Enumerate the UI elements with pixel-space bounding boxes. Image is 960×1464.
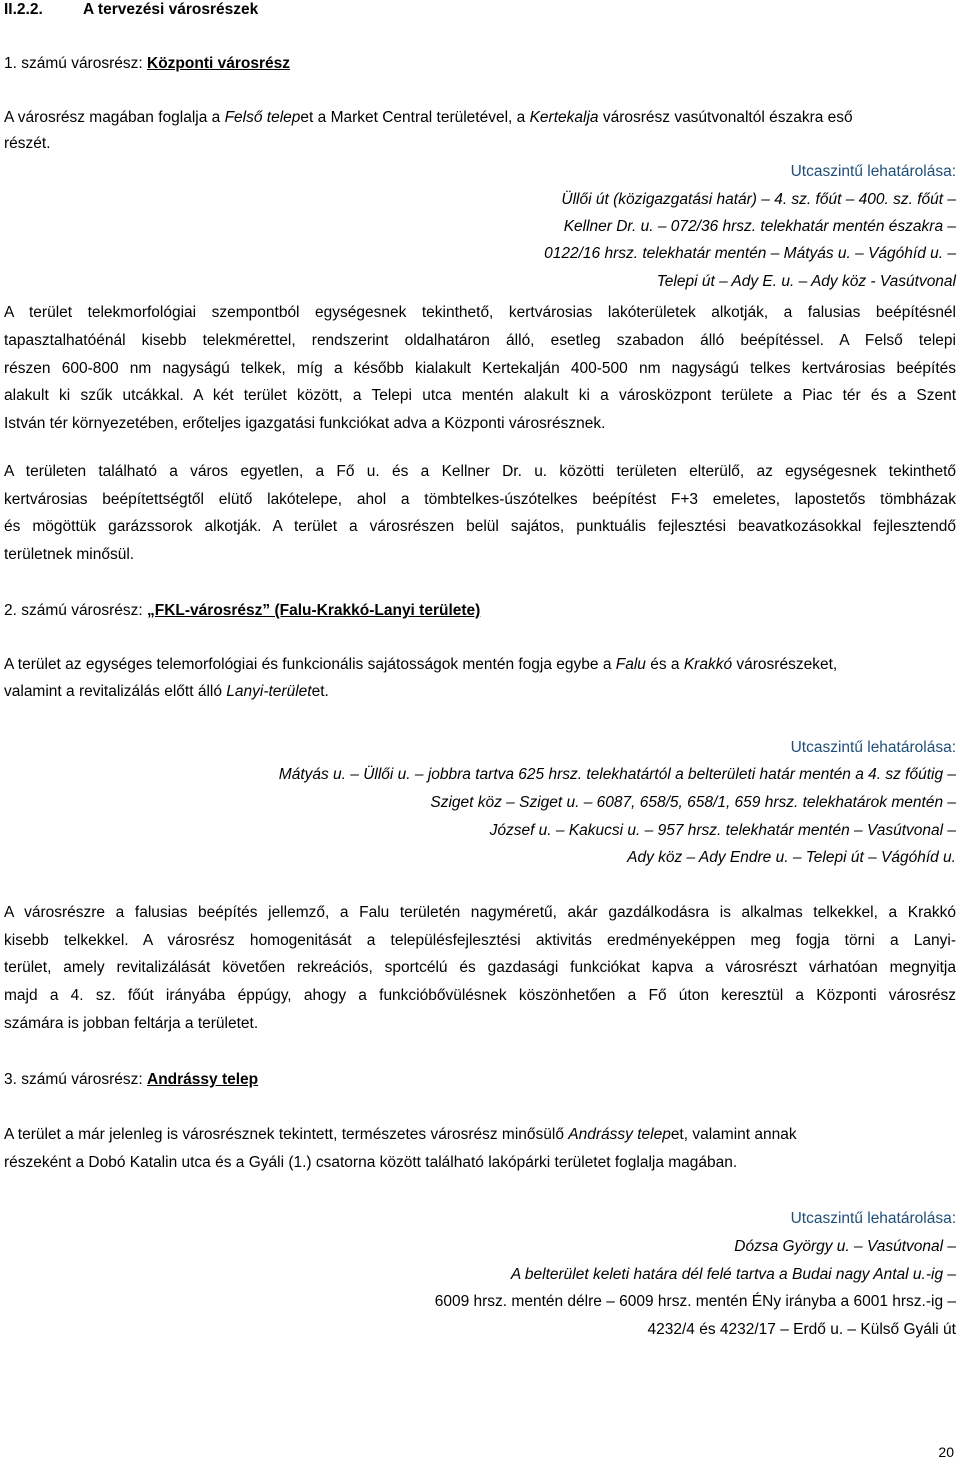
section3-intro-line2: részeként a Dobó Katalin utca és a Gyáli (1.) csatorna között található lakópárki területet foglalja magában.: [4, 1154, 738, 1171]
section2-para1-line: majd a 4. sz. főút irányába éppúgy, ahogy a funkcióbővülésnek köszönhetően a Fő úton keresztül a Központi városrész: [4, 987, 956, 1004]
section2-boundary-line: Sziget köz ‒ Sziget u. ‒ 6087, 658/5, 658/1, 659 hrsz. telekhatárok mentén ‒: [430, 794, 956, 811]
text-run: A városrész magában foglalja a: [4, 109, 225, 126]
page-number: 20: [938, 1444, 954, 1460]
section2-intro-line2: [4, 682, 329, 702]
section1-title: [4, 54, 290, 74]
text-run: A terület az egységes telemorfológiai és funkcionális sajátosságok mentén fogja egybe a: [4, 656, 616, 673]
text-run: et, valamint annak: [670, 1126, 797, 1143]
section3-boundary-label: Utcaszintű lehatárolása:: [790, 1210, 956, 1227]
section2-boundary-line: Ady köz ‒ Ady Endre u. ‒ Telepi út ‒ Vágóhíd u.: [627, 849, 956, 866]
section1-intro-line2: részét.: [4, 135, 51, 152]
section3-boundary-line: A belterület keleti határa dél felé tartva a Budai nagy Antal u.-ig ‒: [510, 1266, 956, 1283]
section3-boundary-line: Dózsa György u. ‒ Vasútvonal ‒: [734, 1238, 956, 1255]
section2-boundary-label: Utcaszintű lehatárolása:: [790, 739, 956, 756]
text-run: Andrássy telep: [568, 1126, 671, 1143]
section1-para1-line: István tér környezetében, erőteljes igazgatási funkciókat adva a Központi városrésznek.: [4, 415, 606, 432]
section1-para1-line: A terület telekmorfológiai szempontból egységesnek tekinthető, kertvárosias lakóterületek alkotják, a falusias beépítésnél: [4, 304, 956, 321]
text-run: et a Market Central területével, a: [300, 109, 530, 126]
section1-para1-line: alakult ki szűk utcákkal. A két terület között, a Telepi utca mentén alakult ki a városközpont területe a Piac tér és a Szent: [4, 387, 956, 404]
text-run: városrészeket,: [732, 656, 838, 673]
section2-intro-line1: [4, 655, 837, 675]
section1-para2-line: és mögöttük garázssorok alkotják. A terület a városrészen belül sajátos, punktuális fejlesztési beavatkozásokkal fejlesztendő: [4, 518, 956, 535]
section3-prefix: 3. számú városrész:: [4, 1071, 147, 1088]
section3-boundary-line: 6009 hrsz. mentén délre ‒ 6009 hrsz. mentén ÉNy irányba a 6001 hrsz.-ig ‒: [434, 1293, 956, 1310]
section2-para1-line: terület, amely revitalizálását követően rekreációs, sportcélú és gazdasági funkciókat kapva a városrészt várhatóan megnyitja: [4, 959, 956, 976]
section3-intro-line1: [4, 1125, 797, 1145]
text-run: Felső telep: [224, 109, 301, 126]
section1-boundary-line: Telepi út ‒ Ady E. u. ‒ Ady köz - Vasútvonal: [656, 273, 956, 290]
section1-prefix: 1. számú városrész:: [4, 55, 147, 72]
section2-boundary-line: József u. ‒ Kakucsi u. ‒ 957 hrsz. telekhatár mentén ‒ Vasútvonal ‒: [489, 822, 956, 839]
text-run: Falu: [615, 656, 646, 673]
text-run: A terület a már jelenleg is városrésznek tekintett, természetes városrész minősülő: [4, 1126, 569, 1143]
section1-boundary-line: Üllői út (közigazgatási határ) ‒ 4. sz. főút ‒ 400. sz. főút ‒: [561, 191, 956, 208]
text-run: valamint a revitalizálás előtt álló: [4, 683, 227, 700]
section2-prefix: 2. számú városrész:: [4, 602, 147, 619]
section1-para2-line: A területen található a város egyetlen, a Fő u. és a Kellner Dr. u. közötti területen elterülő, az egységesnek tekinthető: [4, 463, 956, 480]
text-run: et.: [311, 683, 329, 700]
section1-para1-line: részen 600-800 nm nagyságú telkek, míg a később kialakult Kertekalján 400-500 nm nagyságú telkes kertvárosias beépítés: [4, 360, 956, 377]
section1-para1-line: tapasztalhatóénál kisebb telekmérettel, rendszerint oldalhatáron álló, esetleg szabadon álló beépítéssel. A Felső telepi: [4, 332, 956, 349]
section1-para2-line: területnek minősül.: [4, 546, 135, 563]
section1-intro-line1: [4, 108, 853, 128]
section3-boundary-line: 4232/4 és 4232/17 ‒ Erdő u. ‒ Külső Gyáli út: [647, 1321, 956, 1338]
section1-boundary-line: Kellner Dr. u. ‒ 072/36 hrsz. telekhatár mentén északra ‒: [563, 218, 956, 235]
section1-name: Központi városrész: [147, 55, 290, 72]
text-run: Krakkó: [683, 656, 733, 673]
section1-boundary-label: Utcaszintű lehatárolása:: [790, 163, 956, 180]
section2-para1-line: kisebb telkekkel. A városrész homogenitását a településfejlesztési aktivitás eredményeképpen meg fogja törni a Lanyi-: [4, 932, 956, 949]
section2-para1-line: számára is jobban feltárja a területet.: [4, 1015, 259, 1032]
section2-para1-line: A városrészre a falusias beépítés jellemző, a Falu területén nagyméretű, akár gazdálkodásra is alkalmas telkekkel, a Krakkó: [4, 904, 956, 921]
section3-title: [4, 1070, 258, 1090]
section1-para2-line: kertvárosias beépítettségtől elütő lakótelepe, ahol a tömbtelkes-úszótelkes beépítést F+3 emeletes, lapostetős tömbházak: [4, 491, 956, 508]
section1-boundary-line: 0122/16 hrsz. telekhatár mentén ‒ Mátyás u. ‒ Vágóhíd u. ‒: [544, 245, 956, 262]
text-run: városrész vasútvonaltól északra eső: [598, 109, 853, 126]
text-run: Lanyi-terület: [226, 683, 312, 700]
heading-title: A tervezési városrészek: [83, 1, 259, 18]
text-run: Kertekalja: [529, 109, 599, 126]
section2-boundary-line: Mátyás u. ‒ Üllői u. ‒ jobbra tartva 625 hrsz. telekhatártól a belterületi határ mentén a 4. sz főútig ‒: [278, 766, 956, 783]
heading-number: II.2.2.: [4, 1, 43, 18]
section3-name: Andrássy telep: [147, 1071, 259, 1088]
text-run: és a: [645, 656, 684, 673]
section2-title: [4, 601, 480, 621]
section2-name: „FKL-városrész” (Falu-Krakkó-Lanyi területe): [147, 602, 481, 619]
